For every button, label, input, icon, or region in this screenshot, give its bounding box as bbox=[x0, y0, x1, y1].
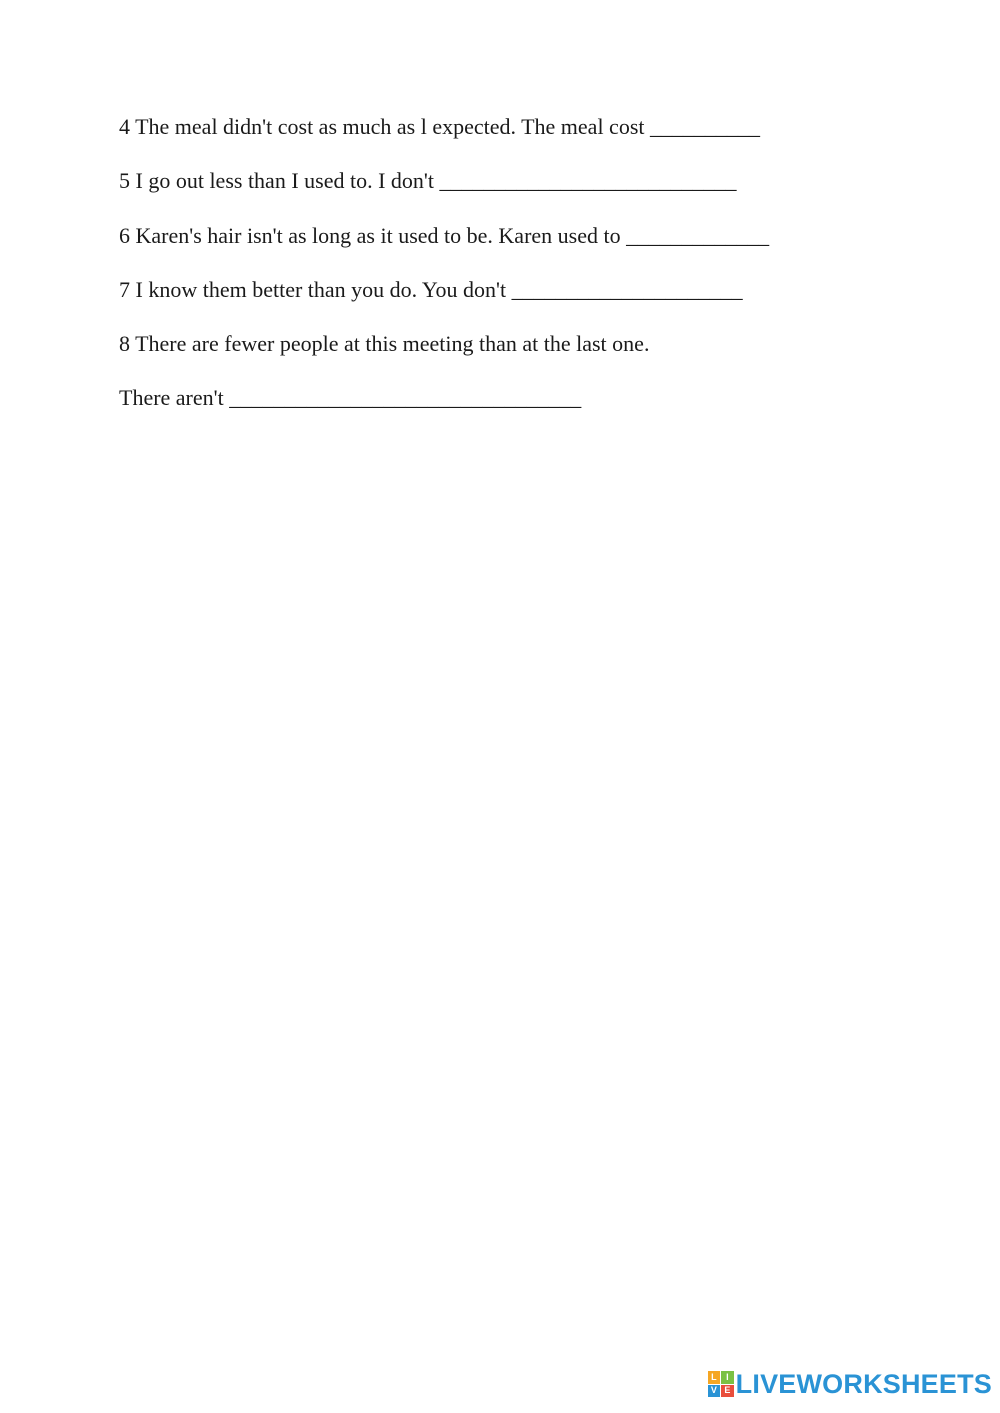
exercise-5-text: 5 I go out less than I used to. I don't bbox=[119, 168, 440, 194]
liveworksheets-logo-icon bbox=[708, 1371, 734, 1397]
exercise-5 bbox=[119, 168, 879, 194]
exercise-8-answer-blank[interactable]: ________________________________ bbox=[229, 385, 582, 411]
exercise-5-answer-blank[interactable]: ___________________________ bbox=[439, 168, 737, 194]
exercise-8 bbox=[119, 331, 879, 357]
exercise-8-prompt: There aren't bbox=[119, 385, 230, 411]
exercise-4-answer-blank[interactable]: __________ bbox=[650, 114, 760, 139]
exercise-8-text: 8 There are fewer people at this meeting than at the last one. bbox=[119, 331, 650, 357]
exercise-6-text: 6 Karen's hair isn't as long as it used to be. Karen used to bbox=[119, 222, 627, 248]
liveworksheets-logo bbox=[708, 1369, 992, 1399]
exercise-7 bbox=[119, 277, 879, 303]
exercise-7-text: 7 I know them better than you do. You don't bbox=[119, 276, 512, 302]
exercise-8-continuation bbox=[119, 385, 879, 411]
exercise-7-answer-blank[interactable]: _____________________ bbox=[511, 276, 743, 302]
logo-mark-letter: E bbox=[721, 1385, 734, 1398]
exercise-6 bbox=[119, 223, 879, 249]
logo-mark-letter: V bbox=[708, 1385, 721, 1398]
exercise-6-answer-blank[interactable]: _____________ bbox=[626, 222, 770, 248]
liveworksheets-wordmark: LIVEWORKSHEETS bbox=[735, 1369, 992, 1399]
worksheet-body bbox=[119, 114, 879, 440]
exercise-4-text: 4 The meal didn't cost as much as l expected. The meal cost bbox=[119, 114, 650, 139]
logo-mark-letter: L bbox=[708, 1371, 721, 1384]
logo-mark-letter: I bbox=[721, 1371, 734, 1384]
exercise-4 bbox=[119, 114, 879, 140]
